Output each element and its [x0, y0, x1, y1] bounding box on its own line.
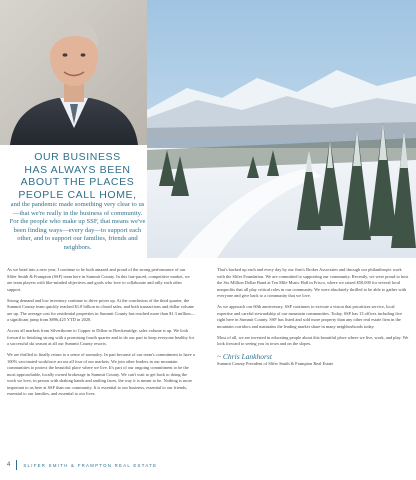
paragraph: Strong demand and low inventory continue to drive prices up. At the conclusion of the third quarter, the Summit County team quickly reached $1.8 billion in closed sales, and both transactions and dollar volume are up. The average cost for residential properties in Summit County has reached more than $1.3 million—a significant jump from $896,425 YTD in 2020. — [7, 297, 195, 322]
page-footer — [7, 459, 157, 471]
paragraph: That's backed up each and every day by our firm's Broker Associates and through our philanthropic work with the Slifer Foundation. We are committed to supporting our community. Recently, we were proud to host the Six Million Dollar Band at Ten Mile Music Hall in Frisco, where we raised $50,000 for several local nonprofits that all play critical roles in our community. We were absolutely thrilled to be able to gather with everyone and give back to a community that we love. — [217, 267, 409, 298]
signature-name: ~ Chris Lankhorst — [217, 352, 272, 361]
signature-title: Summit County President of Slifer Smith & Frampton Real Estate — [217, 361, 334, 366]
brand-name: SLIFER SMITH & FRAMPTON REAL ESTATE — [23, 462, 158, 468]
headline-line: PEOPLE CALL HOME, — [18, 188, 137, 201]
headline — [10, 151, 145, 201]
footer-divider — [16, 460, 17, 470]
headline-line: ABOUT THE PLACES — [20, 176, 135, 189]
headline-line: HAS ALWAYS BEEN — [24, 163, 131, 176]
portrait-photo — [0, 0, 147, 145]
paragraph: As we approach our 60th anniversary, SSF continues to execute a vision that prioritizes service, local expertise and careful stewardship of our mountain communities. Today, SSF has 13 offices including five right here in Summit County. SSF has listed and sold more property than any other real estate firm in the mountain corridors and maintains the leading market share in many neighborhoods today. — [217, 304, 403, 329]
right-column — [217, 267, 409, 368]
page-number: 4 — [7, 462, 11, 468]
paragraph: Most of all, we are invested in educating people about this beautiful place where we live, work, and play. We look forward to seeing you in town and on the slopes. — [217, 334, 409, 346]
winter-landscape-photo — [147, 0, 416, 258]
paragraph: Across all markets from Silverthorne to Copper to Dillon to Breckenridge, sales volume is up. We look forward to finishing strong with a promising fourth quarter and to do our part to keep everyone healthy for a successful ski season at all our Summit County resorts. — [7, 328, 195, 346]
headline-line: OUR BUSINESS — [34, 151, 121, 163]
left-column — [7, 267, 195, 402]
subhead: and the pandemic made something very clear to us—that we're really in the business of community. For the people who make up SSF, that means we've been finding ways—every day—to support each other, and to support our families, friends and neighbors. — [9, 201, 146, 251]
paragraph: As we head into a new year, I continue to be both amazed and proud of the strong performance of our Slifer Smith & Frampton (SSF) team here in Summit County. In this fast-paced, competitive market, we are team players with like-minded objectives and goals who love to collaborate and rally each other support. — [7, 267, 190, 292]
paragraph: We are thrilled to finally return to a sense of normalcy. In part because of our team's commitment to have a 100% vaccinated workforce across all four of our markets. We join other leaders in our mountain communities to protect the beautiful place where we live. It's part of our ongoing commitment to be the most approachable, locally owned brokerage in Summit County. We can't wait to get back to doing the work we love, in person with shaking hands and smiling faces, the way it is meant to be. Nothing is more important to us here at SSF than our community. It is essential to our business, essential to our friends, essential to our families, and essential to our lives. — [7, 352, 195, 396]
